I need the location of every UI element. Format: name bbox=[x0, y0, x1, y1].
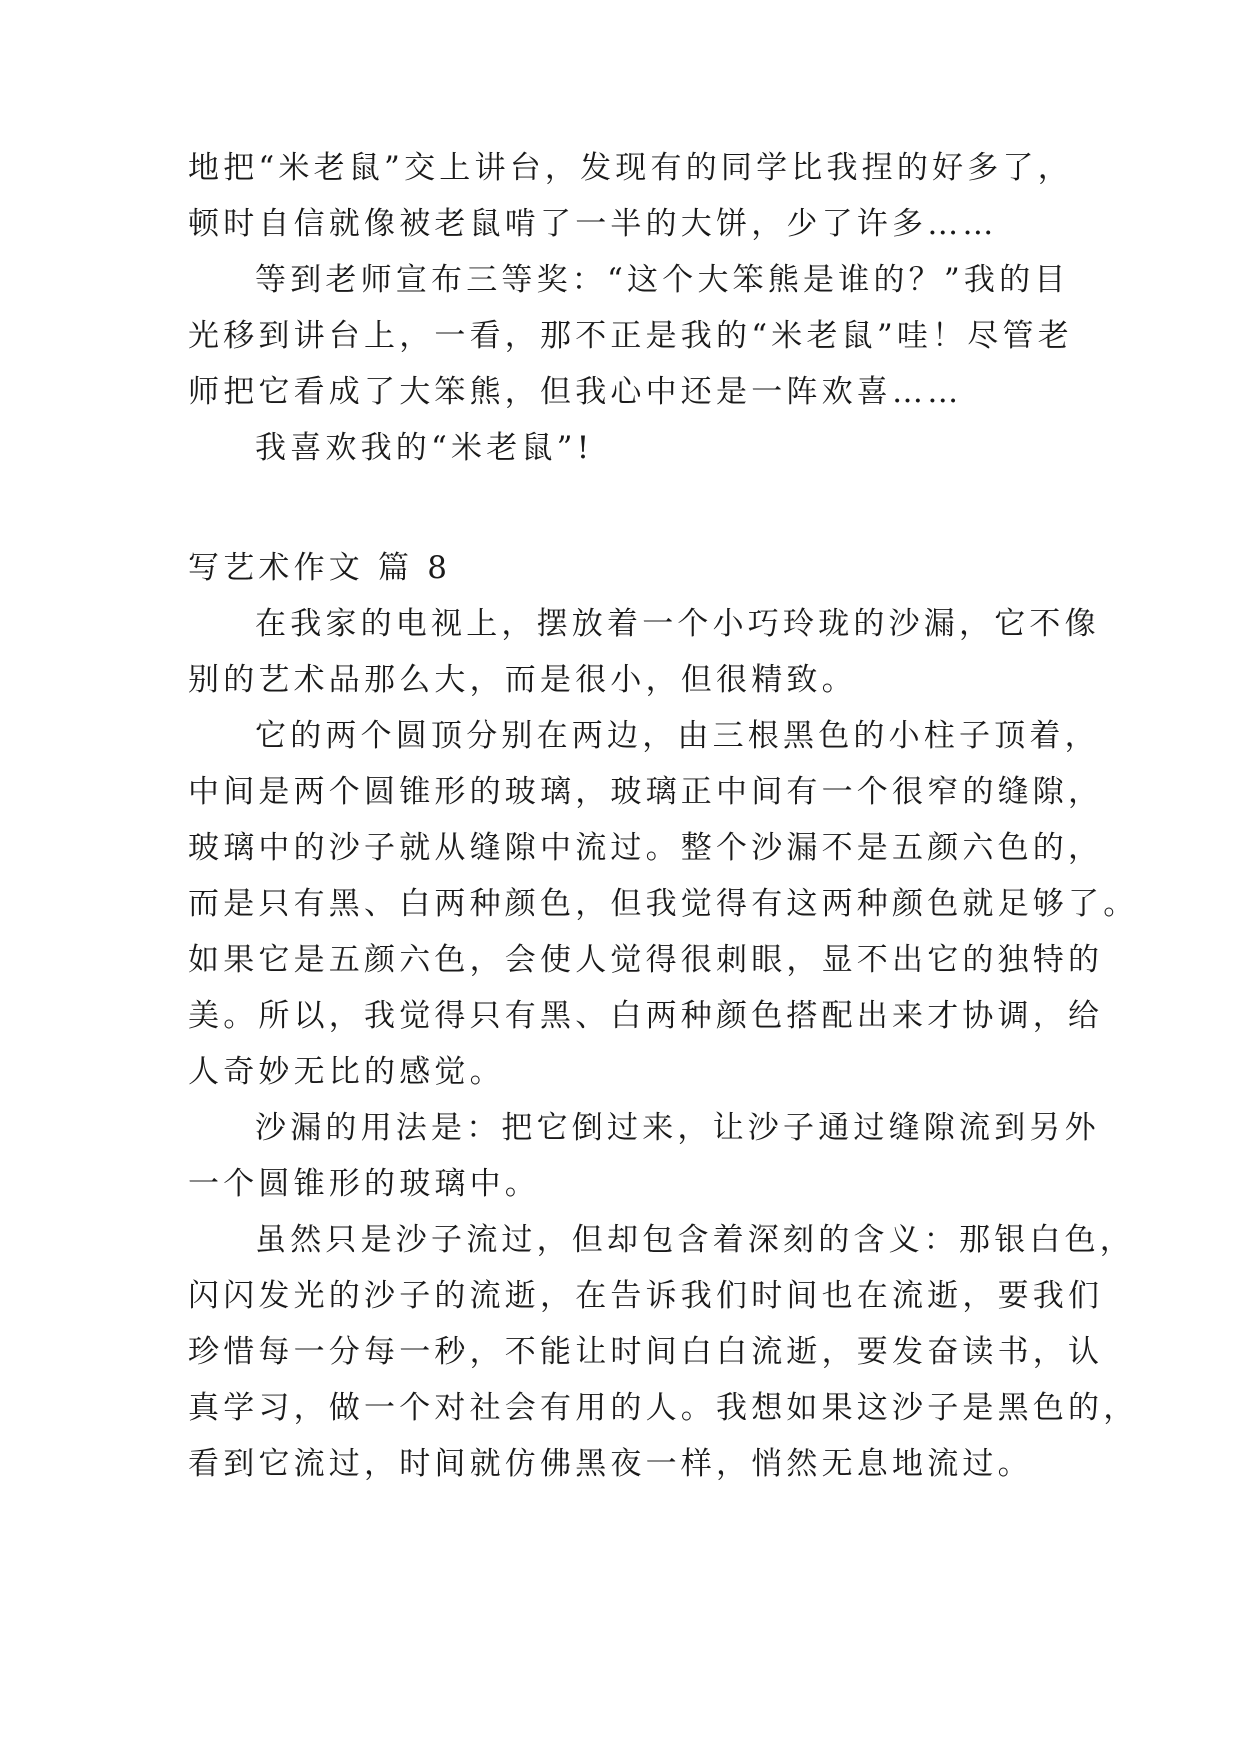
text-line: 光移到讲台上，一看，那不正是我的“米老鼠”哇！尽管老 bbox=[188, 318, 1073, 354]
text-line: 等到老师宣布三等奖：“这个大笨熊是谁的？”我的目 bbox=[255, 262, 1070, 298]
text-line: 我喜欢我的“米老鼠”! bbox=[255, 430, 594, 466]
text-line: 沙漏的用法是：把它倒过来，让沙子通过缝隙流到另外 bbox=[255, 1110, 1100, 1146]
text-line: 顿时自信就像被老鼠啃了一半的大饼，少了许多…… bbox=[188, 206, 998, 242]
text-line: 地把“米老鼠”交上讲台，发现有的同学比我捏的好多了， bbox=[188, 150, 1073, 186]
text-line: 一个圆锥形的玻璃中。 bbox=[188, 1166, 540, 1202]
text-line: 而是只有黑、白两种颜色，但我觉得有这两种颜色就足够了。 bbox=[188, 886, 1139, 922]
text-line: 真学习，做一个对社会有用的人。我想如果这沙子是黑色的， bbox=[188, 1390, 1139, 1426]
text-line: 中间是两个圆锥形的玻璃，玻璃正中间有一个很窄的缝隙， bbox=[188, 774, 1104, 810]
text-line: 师把它看成了大笨熊，但我心中还是一阵欢喜…… bbox=[188, 374, 963, 410]
text-line: 虽然只是沙子流过，但却包含着深刻的含义：那银白色， bbox=[255, 1222, 1135, 1258]
text-line: 玻璃中的沙子就从缝隙中流过。整个沙漏不是五颜六色的， bbox=[188, 830, 1104, 866]
text-line: 看到它流过，时间就仿佛黑夜一样，悄然无息地流过。 bbox=[188, 1446, 1033, 1482]
text-line: 在我家的电视上，摆放着一个小巧玲珑的沙漏，它不像 bbox=[255, 606, 1100, 642]
text-line: 如果它是五颜六色，会使人觉得很刺眼，显不出它的独特的 bbox=[188, 942, 1104, 978]
text-line: 闪闪发光的沙子的流逝，在告诉我们时间也在流逝，要我们 bbox=[188, 1278, 1104, 1314]
text-line: 美。所以，我觉得只有黑、白两种颜色搭配出来才协调，给 bbox=[188, 998, 1104, 1034]
text-line: 别的艺术品那么大，而是很小，但很精致。 bbox=[188, 662, 857, 698]
section-title: 写艺术作文 篇 8 bbox=[188, 550, 452, 586]
text-line: 人奇妙无比的感觉。 bbox=[188, 1054, 505, 1090]
text-line: 珍惜每一分每一秒，不能让时间白白流逝，要发奋读书，认 bbox=[188, 1334, 1104, 1370]
text-line: 它的两个圆顶分别在两边，由三根黑色的小柱子顶着， bbox=[255, 718, 1100, 754]
